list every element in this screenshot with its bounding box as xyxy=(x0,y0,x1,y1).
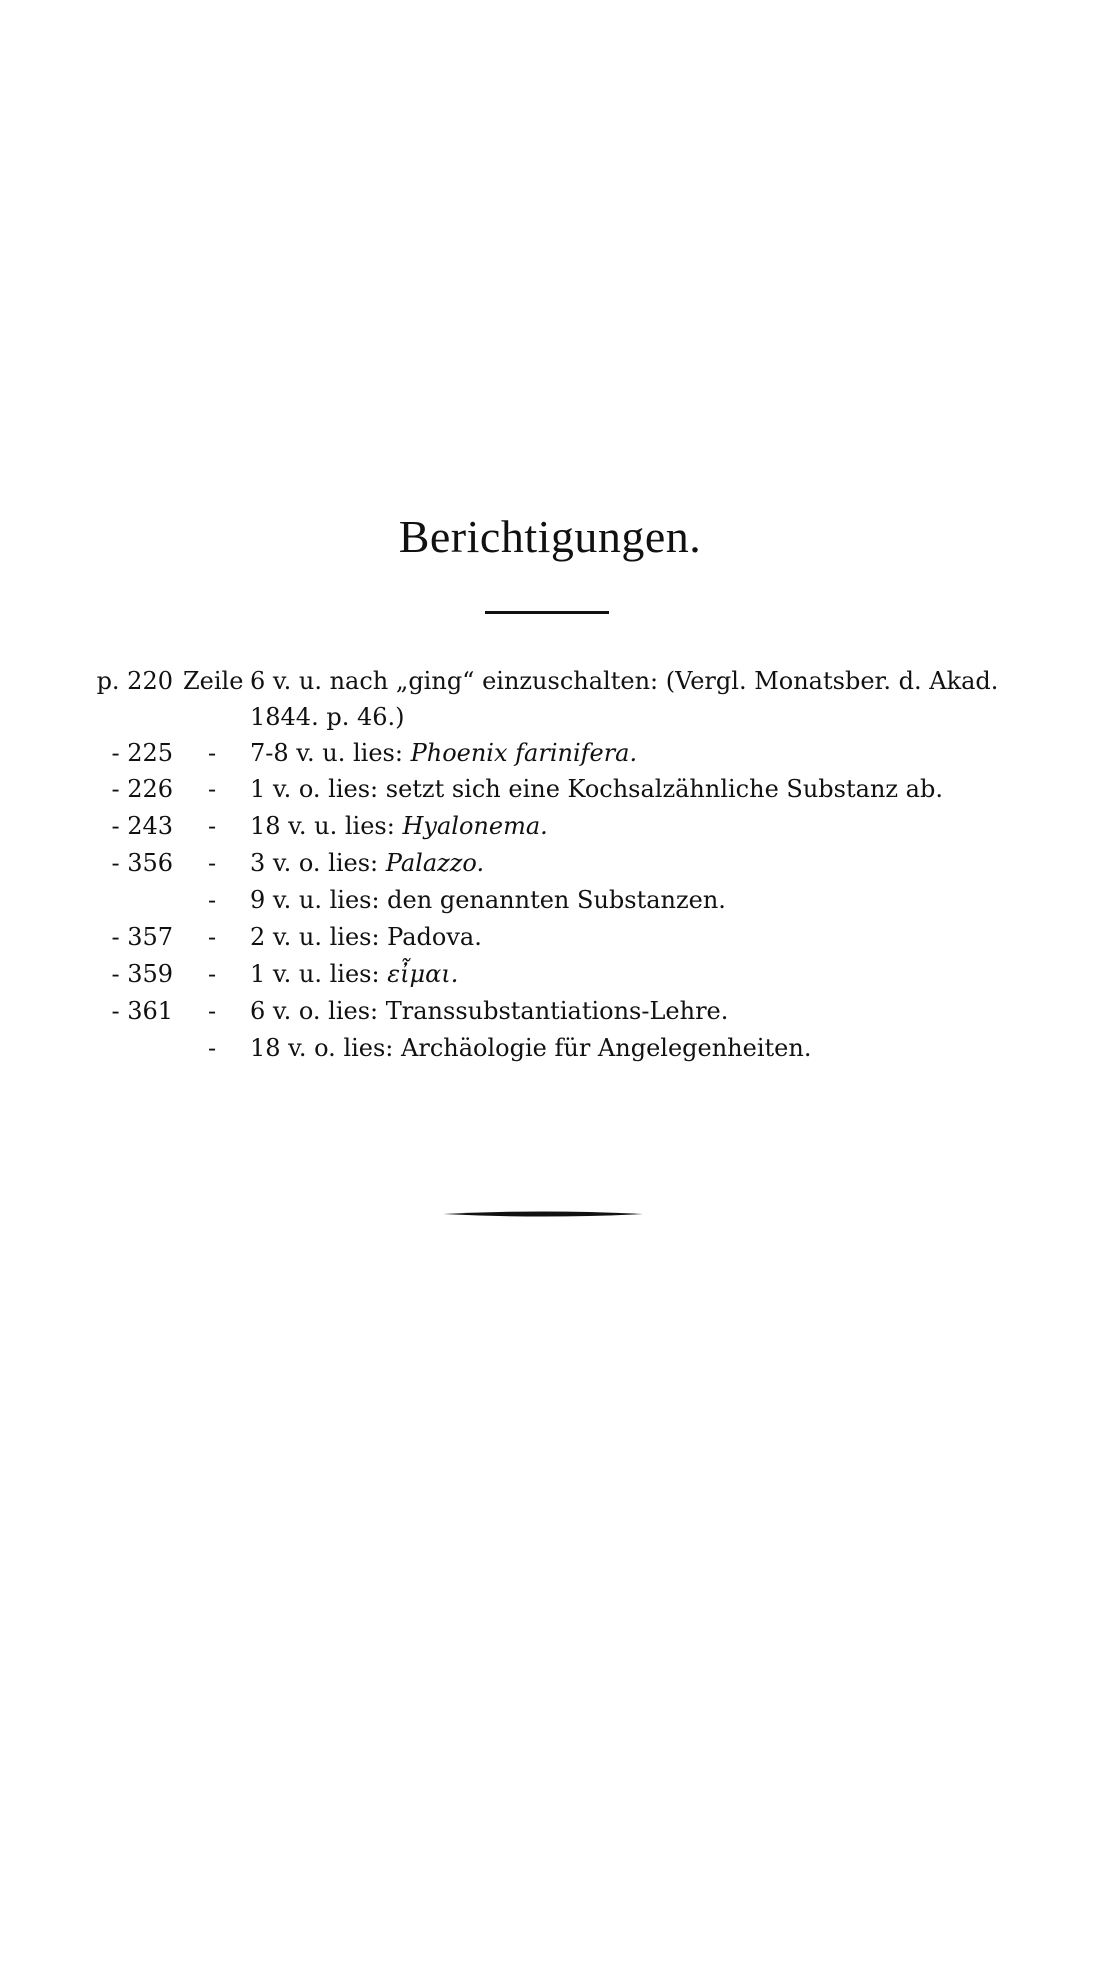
errata-ditto-mark: - xyxy=(208,886,217,914)
errata-row xyxy=(0,920,1100,954)
errata-line-ref: 6 v. u. xyxy=(250,667,322,695)
errata-italic-text: Hyalonema. xyxy=(402,812,548,840)
errata-ditto-mark: - xyxy=(208,739,217,767)
errata-row xyxy=(0,846,1100,880)
errata-page: - 361 xyxy=(111,997,173,1025)
errata-line-ref: 1844. p. 46.) xyxy=(250,703,405,731)
errata-text: nach „ging“ einzuschalten: (Vergl. Monatsber. d. Akad. xyxy=(329,667,999,695)
errata-italic-text: εἶμαι. xyxy=(387,960,459,988)
errata-correction xyxy=(250,920,482,954)
errata-line-ref: 7-8 v. u. xyxy=(250,739,346,767)
errata-row xyxy=(0,957,1100,991)
errata-row xyxy=(0,809,1100,843)
errata-line-ref: 9 v. u. xyxy=(250,886,322,914)
title-divider xyxy=(485,611,609,614)
errata-text: lies: Transsubstantiations-Lehre. xyxy=(328,997,729,1025)
errata-page: p. 220 xyxy=(96,667,173,695)
errata-correction xyxy=(250,700,405,734)
errata-page: - 359 xyxy=(111,960,173,988)
errata-line-ref: 18 v. u. xyxy=(250,812,338,840)
errata-line-ref: 6 v. o. xyxy=(250,997,321,1025)
errata-ditto-mark: - xyxy=(208,849,217,877)
errata-row xyxy=(0,736,1100,770)
errata-italic-text: Palazzo. xyxy=(385,849,485,877)
errata-ditto-mark: - xyxy=(208,775,217,803)
errata-row xyxy=(0,1031,1100,1065)
errata-page: - 357 xyxy=(111,923,173,951)
page-title: Berichtigungen. xyxy=(398,511,702,562)
errata-line-ref: 1 v. u. xyxy=(250,960,322,988)
errata-ditto-mark: - xyxy=(208,960,217,988)
errata-correction xyxy=(250,736,637,770)
errata-correction xyxy=(250,809,548,843)
errata-ditto-mark: - xyxy=(208,1034,217,1062)
errata-ditto-mark: - xyxy=(208,812,217,840)
errata-row xyxy=(0,994,1100,1028)
errata-text: lies: Archäologie für Angelegenheiten. xyxy=(343,1034,812,1062)
errata-page: - 226 xyxy=(111,775,173,803)
errata-text: lies: xyxy=(352,739,403,767)
errata-correction xyxy=(250,957,458,991)
errata-text: lies: Padova. xyxy=(329,923,482,951)
errata-row xyxy=(0,883,1100,917)
errata-row xyxy=(0,772,1100,806)
errata-text: lies: xyxy=(344,812,395,840)
errata-text: lies: xyxy=(328,849,379,877)
errata-text: lies: den genannten Substanzen. xyxy=(329,886,726,914)
end-ornament-rule xyxy=(443,1210,643,1218)
errata-line-ref: 1 v. o. xyxy=(250,775,321,803)
errata-page: - 243 xyxy=(111,812,173,840)
errata-page: - 225 xyxy=(111,739,173,767)
errata-line-ref: 2 v. u. xyxy=(250,923,322,951)
errata-page: - 356 xyxy=(111,849,173,877)
errata-correction xyxy=(250,994,728,1028)
errata-ditto-mark: - xyxy=(208,997,217,1025)
errata-correction xyxy=(250,1031,811,1065)
errata-row-continuation xyxy=(0,700,1100,734)
errata-italic-text: Phoenix farinifera. xyxy=(410,739,638,767)
errata-text: lies: xyxy=(329,960,380,988)
errata-correction xyxy=(250,846,484,880)
errata-line-ref: 18 v. o. xyxy=(250,1034,336,1062)
errata-correction xyxy=(250,883,726,917)
errata-correction xyxy=(250,664,998,698)
errata-text: lies: setzt sich eine Kochsalzähnliche Substanz ab. xyxy=(328,775,943,803)
errata-line-ref: 3 v. o. xyxy=(250,849,321,877)
errata-ditto-mark: - xyxy=(208,923,217,951)
errata-zeile-label: Zeile xyxy=(183,667,244,695)
errata-correction xyxy=(250,772,943,806)
errata-row xyxy=(0,664,1100,698)
